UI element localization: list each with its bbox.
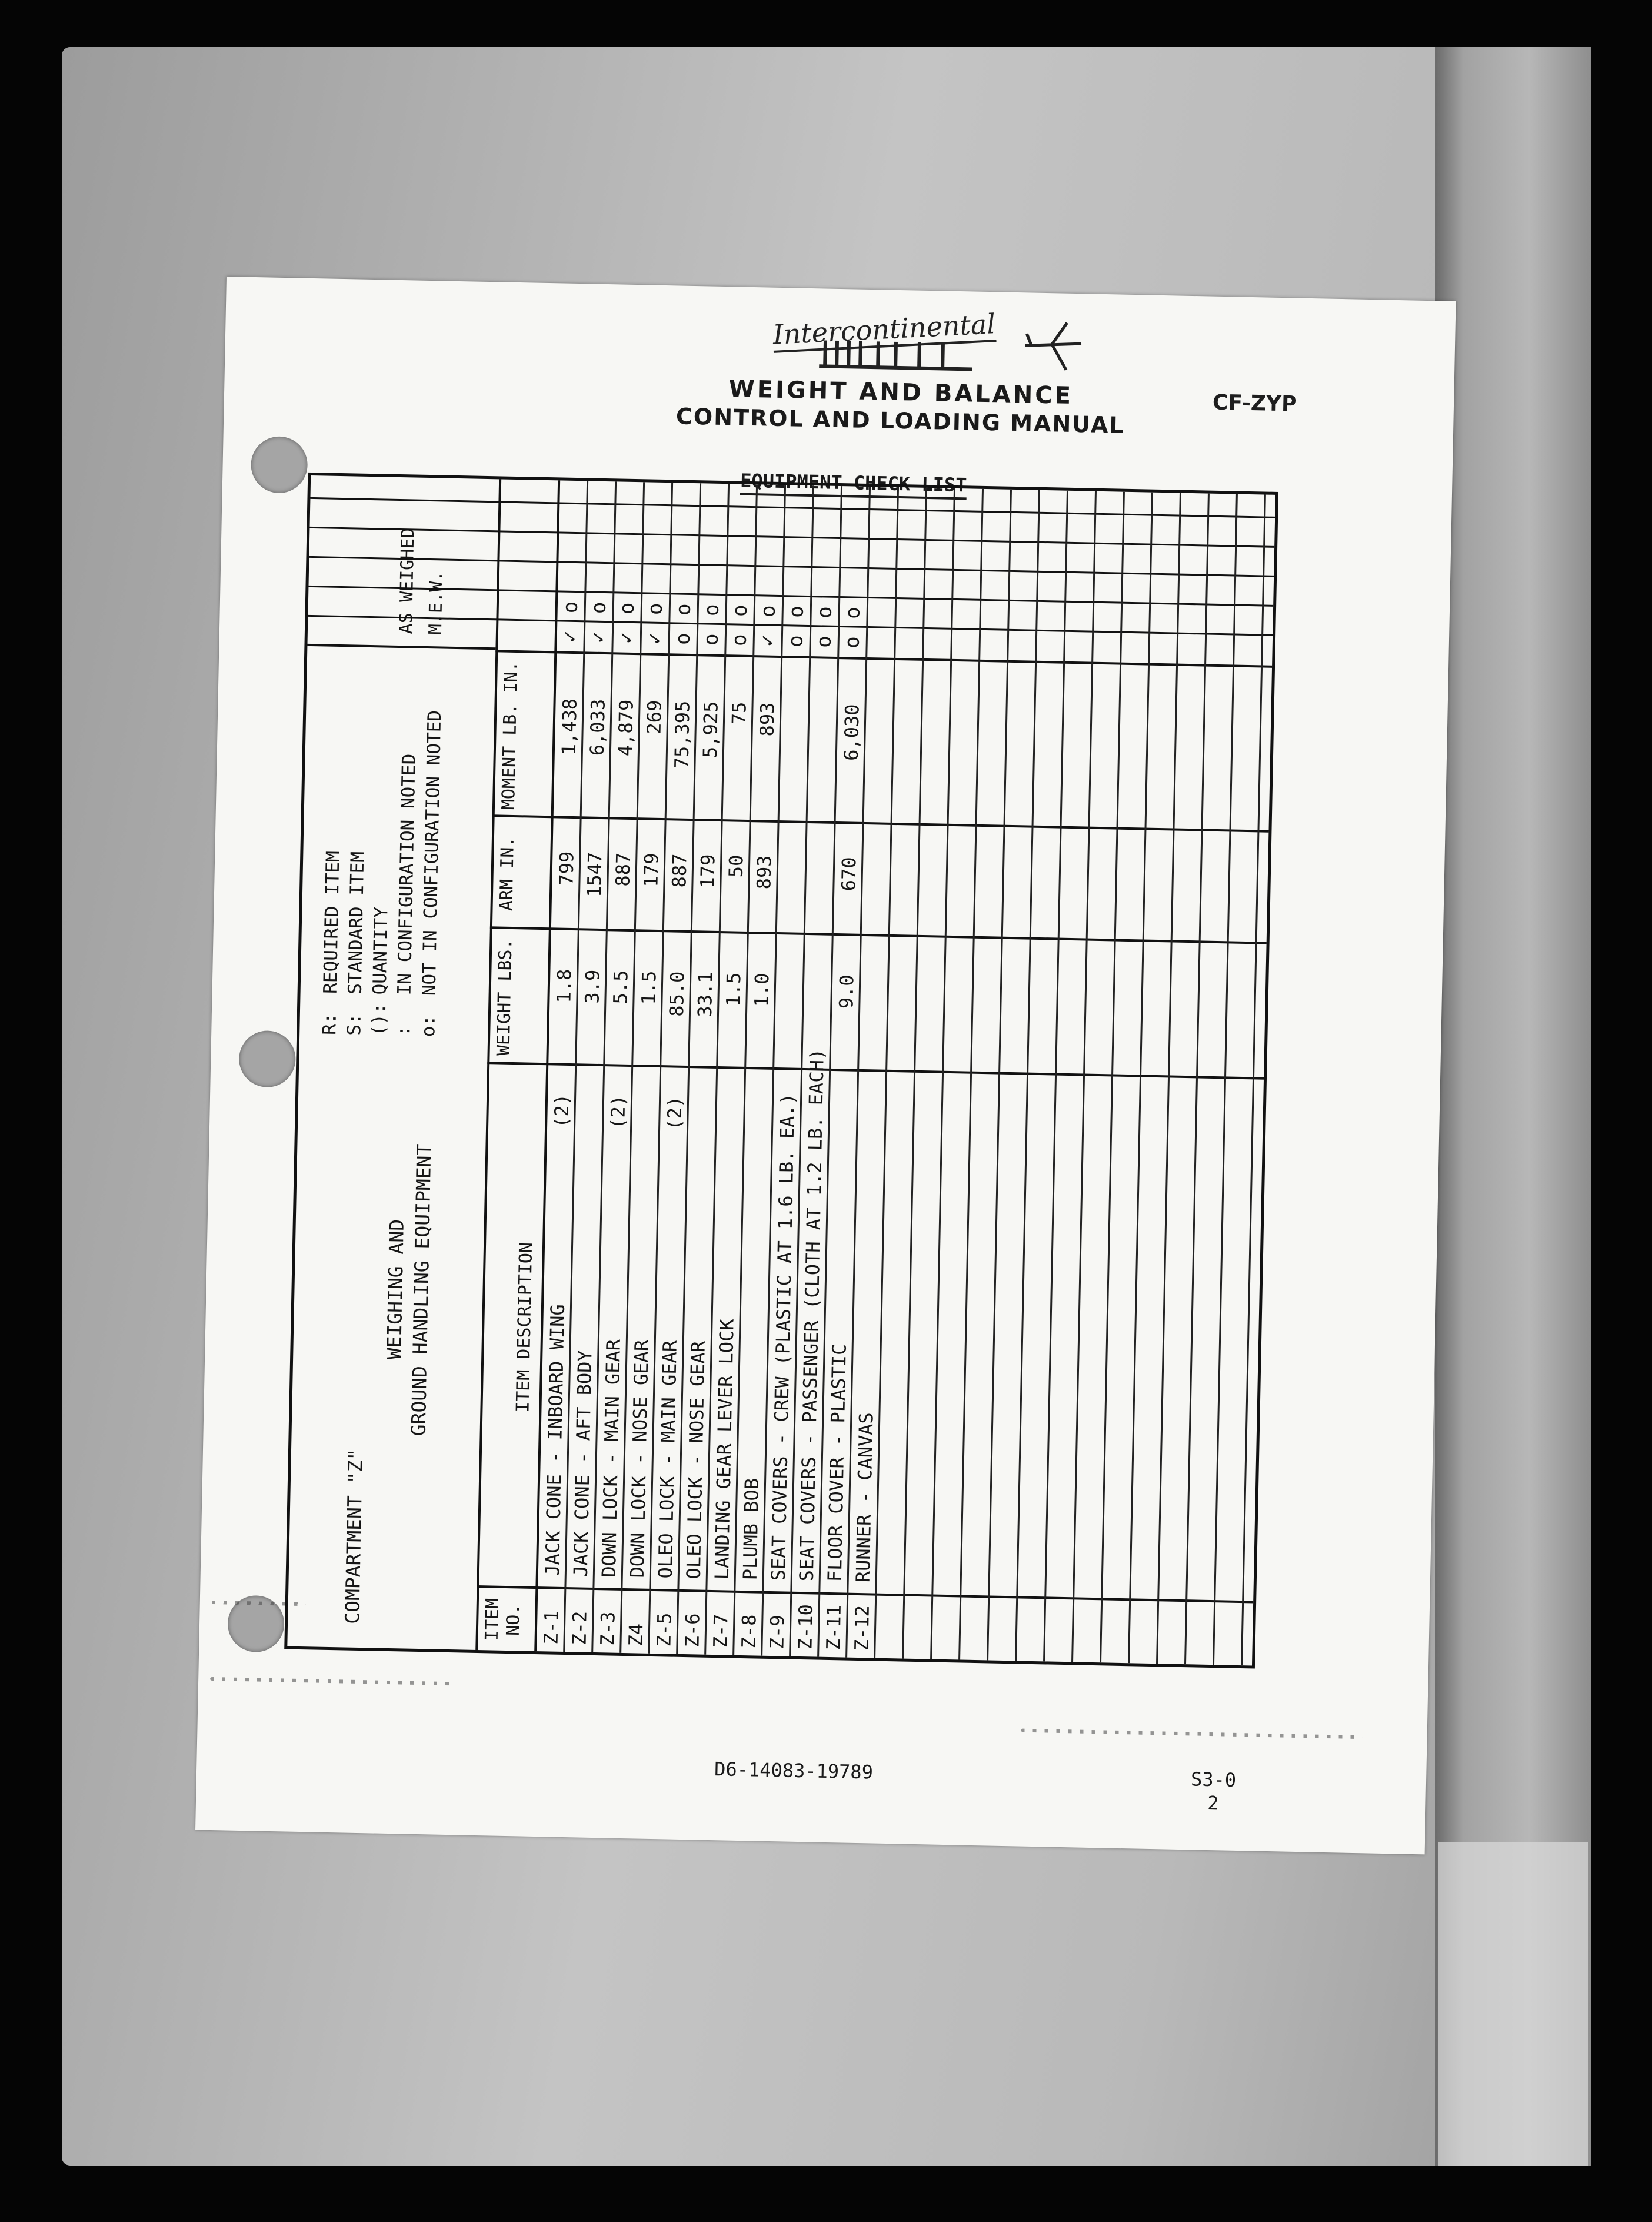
item-description: SEAT COVERS - CREW (PLASTIC AT 1.6 LB. EA.) bbox=[767, 1093, 800, 1581]
mew-mark bbox=[870, 603, 892, 624]
as-weighed-mark: ✓ bbox=[755, 634, 780, 647]
item-weight: 1.8 bbox=[552, 969, 576, 1003]
item-moment: 269 bbox=[642, 700, 666, 734]
as-weighed-mark: o bbox=[727, 633, 751, 647]
item-weight bbox=[860, 975, 889, 1046]
item-arm: 799 bbox=[555, 851, 578, 886]
item-moment: 4,879 bbox=[614, 699, 638, 757]
group-title-line: GROUND HANDLING EQUIPMENT bbox=[407, 1143, 436, 1436]
item-weight: 85.0 bbox=[665, 971, 689, 1017]
scan-speckle bbox=[1021, 1729, 1363, 1739]
item-arm bbox=[862, 857, 891, 923]
as-weighed-mark: ✓ bbox=[642, 632, 667, 645]
item-description: JACK CONE - AFT BODY bbox=[569, 1349, 597, 1577]
item-description: JACK CONE - INBOARD WING bbox=[541, 1303, 569, 1576]
manual-title-line: WEIGHT AND BALANCE bbox=[728, 375, 1074, 410]
brand-logo: Intercontinental bbox=[772, 308, 996, 353]
document-page bbox=[195, 277, 1456, 1854]
item-moment: 75 bbox=[727, 701, 751, 725]
as-weighed-header: AS WEIGHED bbox=[395, 527, 419, 634]
item-quantity bbox=[632, 1129, 660, 1130]
item-number: Z4 bbox=[624, 1623, 648, 1646]
item-number: Z-3 bbox=[596, 1611, 620, 1646]
form-grid bbox=[284, 473, 1278, 1669]
item-number: Z-8 bbox=[737, 1614, 761, 1649]
punch-hole-icon bbox=[238, 1030, 296, 1088]
item-description: RUNNER - CANVAS bbox=[851, 1412, 878, 1583]
as-weighed-mark: o bbox=[671, 633, 695, 646]
section-title: EQUIPMENT CHECK LIST bbox=[740, 470, 967, 500]
item-moment: 6,030 bbox=[840, 704, 864, 761]
airplane-icon bbox=[1025, 319, 1085, 373]
legend-code: S: bbox=[344, 1013, 365, 1036]
punch-hole-icon bbox=[251, 436, 308, 494]
item-number: Z-10 bbox=[794, 1604, 817, 1650]
mew-mark: o bbox=[812, 606, 837, 619]
mew-mark: o bbox=[615, 602, 640, 615]
col-header-moment: MOMENT LB. IN. bbox=[498, 661, 522, 810]
col-header-arm: ARM IN. bbox=[496, 836, 518, 912]
item-moment: 5,925 bbox=[698, 701, 722, 759]
item-moment bbox=[864, 704, 894, 805]
mew-mark: o bbox=[558, 601, 583, 614]
item-arm bbox=[777, 856, 807, 921]
legend-code: (): bbox=[368, 1003, 391, 1036]
legend-text: STANDARD ITEM bbox=[344, 851, 369, 994]
mew-mark: o bbox=[643, 603, 668, 616]
item-moment: 893 bbox=[755, 702, 779, 737]
legend-code: o: bbox=[418, 1014, 439, 1037]
legend-code: R: bbox=[319, 1013, 341, 1036]
legend bbox=[317, 708, 447, 1037]
item-arm bbox=[805, 856, 835, 922]
as-weighed-mark: o bbox=[699, 633, 723, 646]
item-description: SEAT COVERS - PASSENGER (CLOTH AT 1.2 LB. EACH) bbox=[795, 1048, 828, 1582]
item-quantity bbox=[858, 1134, 886, 1135]
item-weight: 33.1 bbox=[693, 972, 717, 1018]
item-arm: 1547 bbox=[582, 851, 607, 898]
mew-mark: o bbox=[671, 603, 696, 616]
item-number: Z-9 bbox=[765, 1615, 789, 1649]
item-weight bbox=[775, 973, 804, 1045]
as-weighed-mark: o bbox=[812, 635, 836, 648]
item-weight bbox=[803, 974, 832, 1045]
item-arm: 893 bbox=[752, 855, 776, 890]
item-number: Z-1 bbox=[539, 1610, 563, 1645]
manual-title bbox=[635, 373, 1166, 440]
item-arm: 887 bbox=[611, 852, 635, 887]
item-moment: 6,033 bbox=[585, 698, 609, 756]
tape-strip bbox=[1438, 1842, 1588, 2166]
page-sub: 2 bbox=[1207, 1791, 1219, 1815]
item-quantity: (2) bbox=[607, 1095, 630, 1130]
item-description: FLOOR COVER - PLASTIC bbox=[823, 1343, 851, 1582]
mew-mark: o bbox=[756, 604, 780, 618]
item-quantity bbox=[830, 1133, 858, 1134]
col-header-weight: WEIGHT LBS. bbox=[493, 939, 517, 1056]
as-weighed-mark: ✓ bbox=[586, 631, 611, 644]
item-moment bbox=[808, 703, 838, 804]
as-weighed-mark: ✓ bbox=[614, 631, 639, 644]
item-number: Z-7 bbox=[709, 1614, 732, 1648]
item-arm: 179 bbox=[696, 854, 720, 889]
item-weight: 3.9 bbox=[581, 969, 604, 1004]
col-header-description: ITEM DESCRIPTION bbox=[512, 1242, 537, 1413]
item-number: Z-5 bbox=[652, 1612, 676, 1647]
item-moment: 1,438 bbox=[557, 698, 581, 756]
compartment-label: COMPARTMENT "Z" bbox=[341, 1448, 368, 1625]
item-arm: 887 bbox=[668, 853, 691, 888]
item-description: OLEO LOCK - NOSE GEAR bbox=[682, 1340, 710, 1579]
item-quantity bbox=[575, 1128, 604, 1129]
page-number bbox=[1190, 1767, 1237, 1815]
item-moment bbox=[780, 703, 810, 803]
item-arm: 179 bbox=[640, 853, 663, 887]
item-arm: 50 bbox=[724, 854, 748, 878]
item-number: Z-2 bbox=[568, 1611, 591, 1645]
item-weight: 1.0 bbox=[750, 973, 774, 1007]
as-weighed-mark: o bbox=[784, 634, 808, 648]
mew-mark: o bbox=[728, 604, 752, 617]
form-header bbox=[287, 475, 501, 1650]
item-quantity bbox=[717, 1131, 745, 1132]
legend-text: NOT IN CONFIGURATION NOTED bbox=[418, 710, 446, 996]
item-arm: 670 bbox=[837, 857, 861, 892]
equipment-group-title bbox=[379, 1125, 438, 1455]
item-weight: 5.5 bbox=[609, 970, 632, 1004]
item-number: Z-11 bbox=[822, 1604, 845, 1651]
as-weighed-mark: o bbox=[840, 636, 864, 649]
item-weight: 9.0 bbox=[835, 974, 858, 1009]
as-weighed-mark: ✓ bbox=[558, 630, 582, 643]
item-quantity: (2) bbox=[663, 1096, 687, 1130]
legend-text: REQUIRED ITEM bbox=[319, 850, 344, 994]
legend-code: : bbox=[393, 1025, 415, 1037]
item-description: OLEO LOCK - MAIN GEAR bbox=[654, 1340, 681, 1579]
as-weighed-mark bbox=[870, 632, 891, 654]
legend-text: IN CONFIGURATION NOTED bbox=[394, 753, 420, 996]
item-description: PLUMB BOB bbox=[738, 1478, 764, 1581]
item-weight: 1.5 bbox=[637, 970, 661, 1005]
mew-mark: o bbox=[841, 606, 865, 620]
legend-text: QUANTITY bbox=[369, 906, 392, 995]
item-moment: 75,395 bbox=[670, 700, 694, 769]
manual-subtitle: CONTROL AND LOADING MANUAL bbox=[675, 403, 1125, 438]
item-quantity bbox=[688, 1130, 717, 1131]
group-title-line: WEIGHING AND bbox=[382, 1219, 408, 1360]
aircraft-registration: CF-ZYP bbox=[1212, 390, 1297, 417]
item-weight: 1.5 bbox=[722, 972, 745, 1007]
mew-mark: o bbox=[784, 605, 808, 618]
blank-row bbox=[1271, 495, 1278, 1666]
item-number: Z-6 bbox=[681, 1613, 704, 1648]
scan-speckle bbox=[210, 1677, 457, 1685]
item-quantity: (2) bbox=[550, 1093, 574, 1129]
mew-header: M.E.W. bbox=[425, 570, 448, 635]
page-code: S3-0 bbox=[1190, 1768, 1237, 1791]
mew-mark: o bbox=[700, 604, 724, 617]
item-description: DOWN LOCK - MAIN GEAR bbox=[597, 1339, 625, 1578]
item-description: LANDING GEAR LEVER LOCK bbox=[710, 1318, 738, 1580]
equipment-check-form bbox=[284, 473, 1278, 1669]
col-header-item-no: ITEM NO. bbox=[481, 1598, 524, 1641]
brand-bars-icon bbox=[819, 340, 978, 372]
item-description: DOWN LOCK - NOSE GEAR bbox=[625, 1339, 653, 1578]
mew-mark: o bbox=[587, 601, 611, 614]
document-number: D6-14083-19789 bbox=[714, 1758, 874, 1784]
item-number: Z-12 bbox=[850, 1605, 874, 1651]
